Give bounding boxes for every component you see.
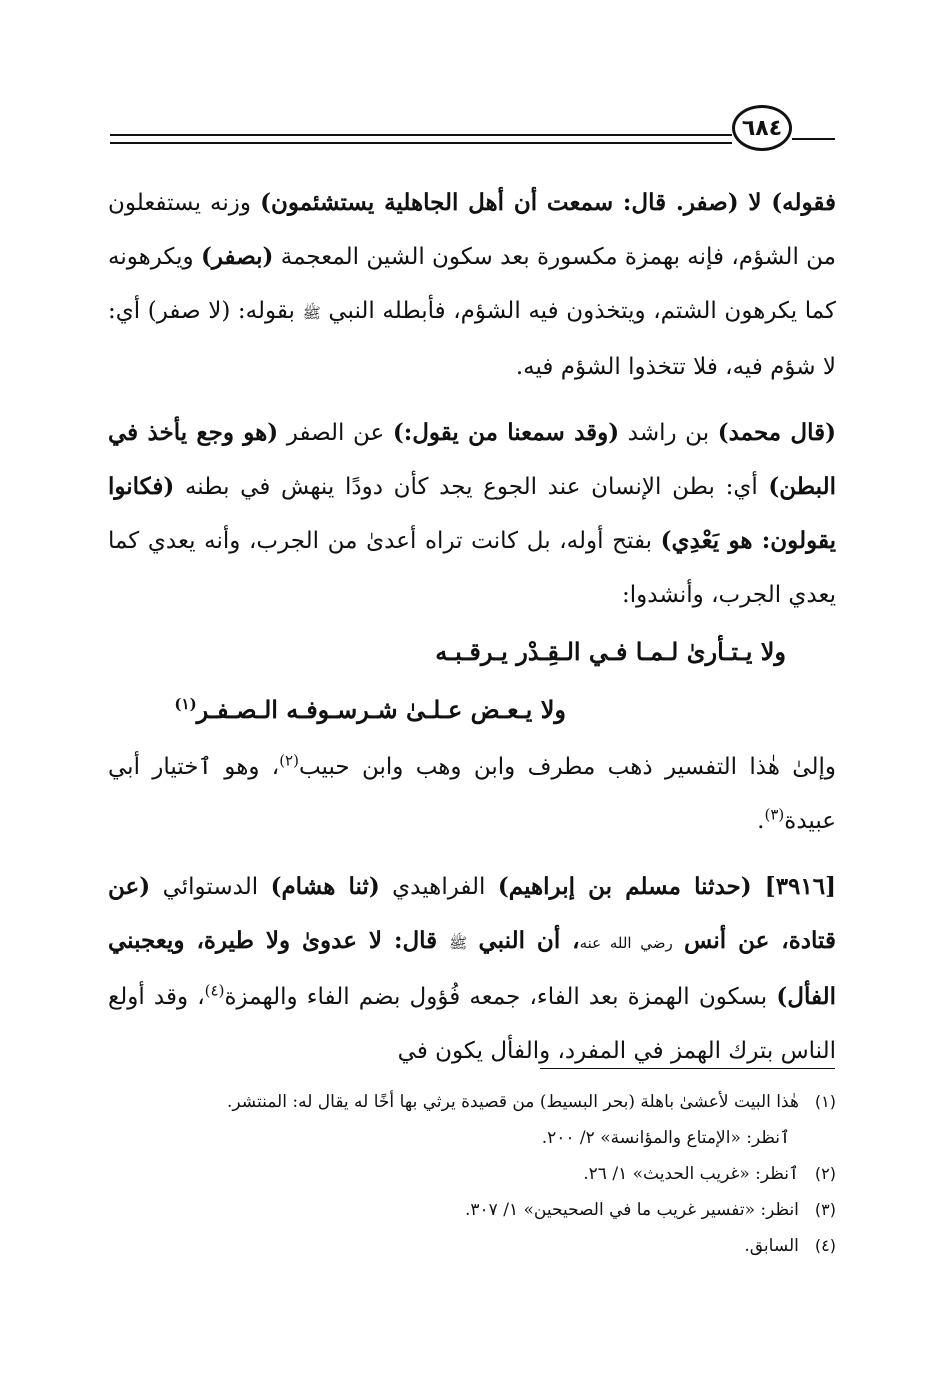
verse-line-1: ولا يـتـأرىٰ لـمـا فـي الـقِـدْر يـرقـبـه xyxy=(435,637,786,666)
footnote-2 xyxy=(108,1156,836,1192)
header-rule-right xyxy=(792,138,835,140)
text-span: وزنه يستفعلون من الشؤم، فإنه بهمزة مكسورة بعد سكون الشين المعجمة xyxy=(108,190,836,270)
bold-span: (عن قتادة، عن أنس xyxy=(108,873,836,954)
bold-span: (قال محمد) xyxy=(717,419,836,446)
bold-span: ، أن النبي xyxy=(478,927,580,954)
honorific: رضي الله عنه xyxy=(579,934,673,952)
text-span: الدستوائي xyxy=(150,874,271,900)
footnote-ref[interactable]: (٢) xyxy=(279,751,299,770)
footnote-1 xyxy=(108,1084,836,1120)
bold-span: (بصفر) xyxy=(200,243,274,270)
footnote-text: هٰذا البيت لأعشىٰ باهلة (بحر البسيط) من قصيدة يرثي بها أخًا له يقال له: المنتشر. xyxy=(227,1092,799,1112)
verse-text: ولا يـعـض عـلـىٰ شـرسـوفـه الـصـفـر xyxy=(196,695,566,724)
honorific: ﷺ xyxy=(302,304,321,322)
footnote-text: السابق. xyxy=(744,1236,799,1256)
main-text xyxy=(108,176,836,1078)
footnote-ref[interactable]: (٣) xyxy=(764,805,785,824)
text-span: ويكرهونه كما يكرهون الشتم، ويتخذون فيه الشؤم، فأبطله النبي xyxy=(108,244,836,324)
bold-span: [٣٩١٦] (حدثنا مسلم بن إبراهيم) xyxy=(497,873,836,900)
text-span: بفتح أوله، بل كانت تراه أعدىٰ من الجرب، وأنه يعدي كما يعدي الجرب، وأنشدوا: xyxy=(108,528,836,608)
footnote-number: (٤) xyxy=(814,1236,836,1255)
paragraph-3 xyxy=(108,740,836,848)
text-span: عن الصفر xyxy=(278,420,393,446)
verse-line-2 xyxy=(108,682,836,738)
bold-span: (هو وجع يأخذ في البطن) xyxy=(108,419,836,500)
footnote-1-continued: ٱنظر: «الإمتاع والمؤانسة» ٢/ ٢٠٠. xyxy=(541,1128,790,1148)
paragraph-1 xyxy=(108,176,836,394)
footnotes xyxy=(108,1084,836,1264)
text-span: بقوله: (لا صفر) أي: لا شؤم فيه، فلا تتخذوا الشؤم فيه. xyxy=(108,298,836,380)
bold-span: (وقد سمعنا من يقول:) xyxy=(392,419,620,446)
footnote-ref[interactable]: (٤) xyxy=(204,981,225,1000)
footnote-ref[interactable]: (١) xyxy=(174,695,197,713)
bold-span: (ثنا هشام) xyxy=(270,873,380,900)
header-rule-bottom xyxy=(110,142,732,144)
footnote-divider xyxy=(540,1068,835,1069)
bold-span: (فكانوا يقولون: هو يَعْدِي) xyxy=(108,473,836,554)
footnote-number: (٢) xyxy=(814,1164,836,1183)
paragraph-4 xyxy=(108,860,836,1078)
text-span: أي: بطن الإنسان عند الجوع يجد كأن دودًا ينهش في بطنه xyxy=(174,474,769,500)
header-rule-top xyxy=(110,134,732,136)
footnote-text: انظر: «تفسير غريب ما في الصحيحين» ١/ ٣٠٧. xyxy=(465,1200,799,1220)
text-span: الفراهيدي xyxy=(379,874,498,900)
paragraph-2 xyxy=(108,406,836,622)
footnote-number: (١) xyxy=(814,1092,836,1111)
page-header xyxy=(110,104,835,160)
bold-span: قال: لا عدوىٰ ولا طيرة، ويعجبني الفأل) xyxy=(108,927,837,1010)
text-span: بن راشد xyxy=(619,420,718,446)
footnote-4 xyxy=(108,1228,836,1264)
honorific: ﷺ xyxy=(449,934,468,952)
text-span: وإلىٰ هٰذا التفسير ذهب مطرف وابن وهب وابن حبيب xyxy=(298,754,836,780)
text-span: . xyxy=(757,808,765,834)
text-span: بسكون الهمزة بعد الفاء، جمعه فُؤول بضم الفاء والهمزة xyxy=(224,984,777,1010)
page-number: ٦٨٤ xyxy=(741,115,783,141)
footnote-number: (٣) xyxy=(814,1200,836,1219)
footnote-text: ٱنظر: «غريب الحديث» ١/ ٢٦. xyxy=(583,1164,799,1184)
page-number-badge xyxy=(732,105,792,151)
text-span: ، وقد أولع الناس بترك الهمز في المفرد، والفأل يكون في xyxy=(108,984,836,1064)
text-span: ، وهو ٱختيار أبي عبيدة xyxy=(108,754,836,834)
footnote-3 xyxy=(108,1192,836,1228)
bold-span: فقوله) لا (صفر. قال: سمعت أن أهل الجاهلية يستشئمون) xyxy=(260,189,836,216)
